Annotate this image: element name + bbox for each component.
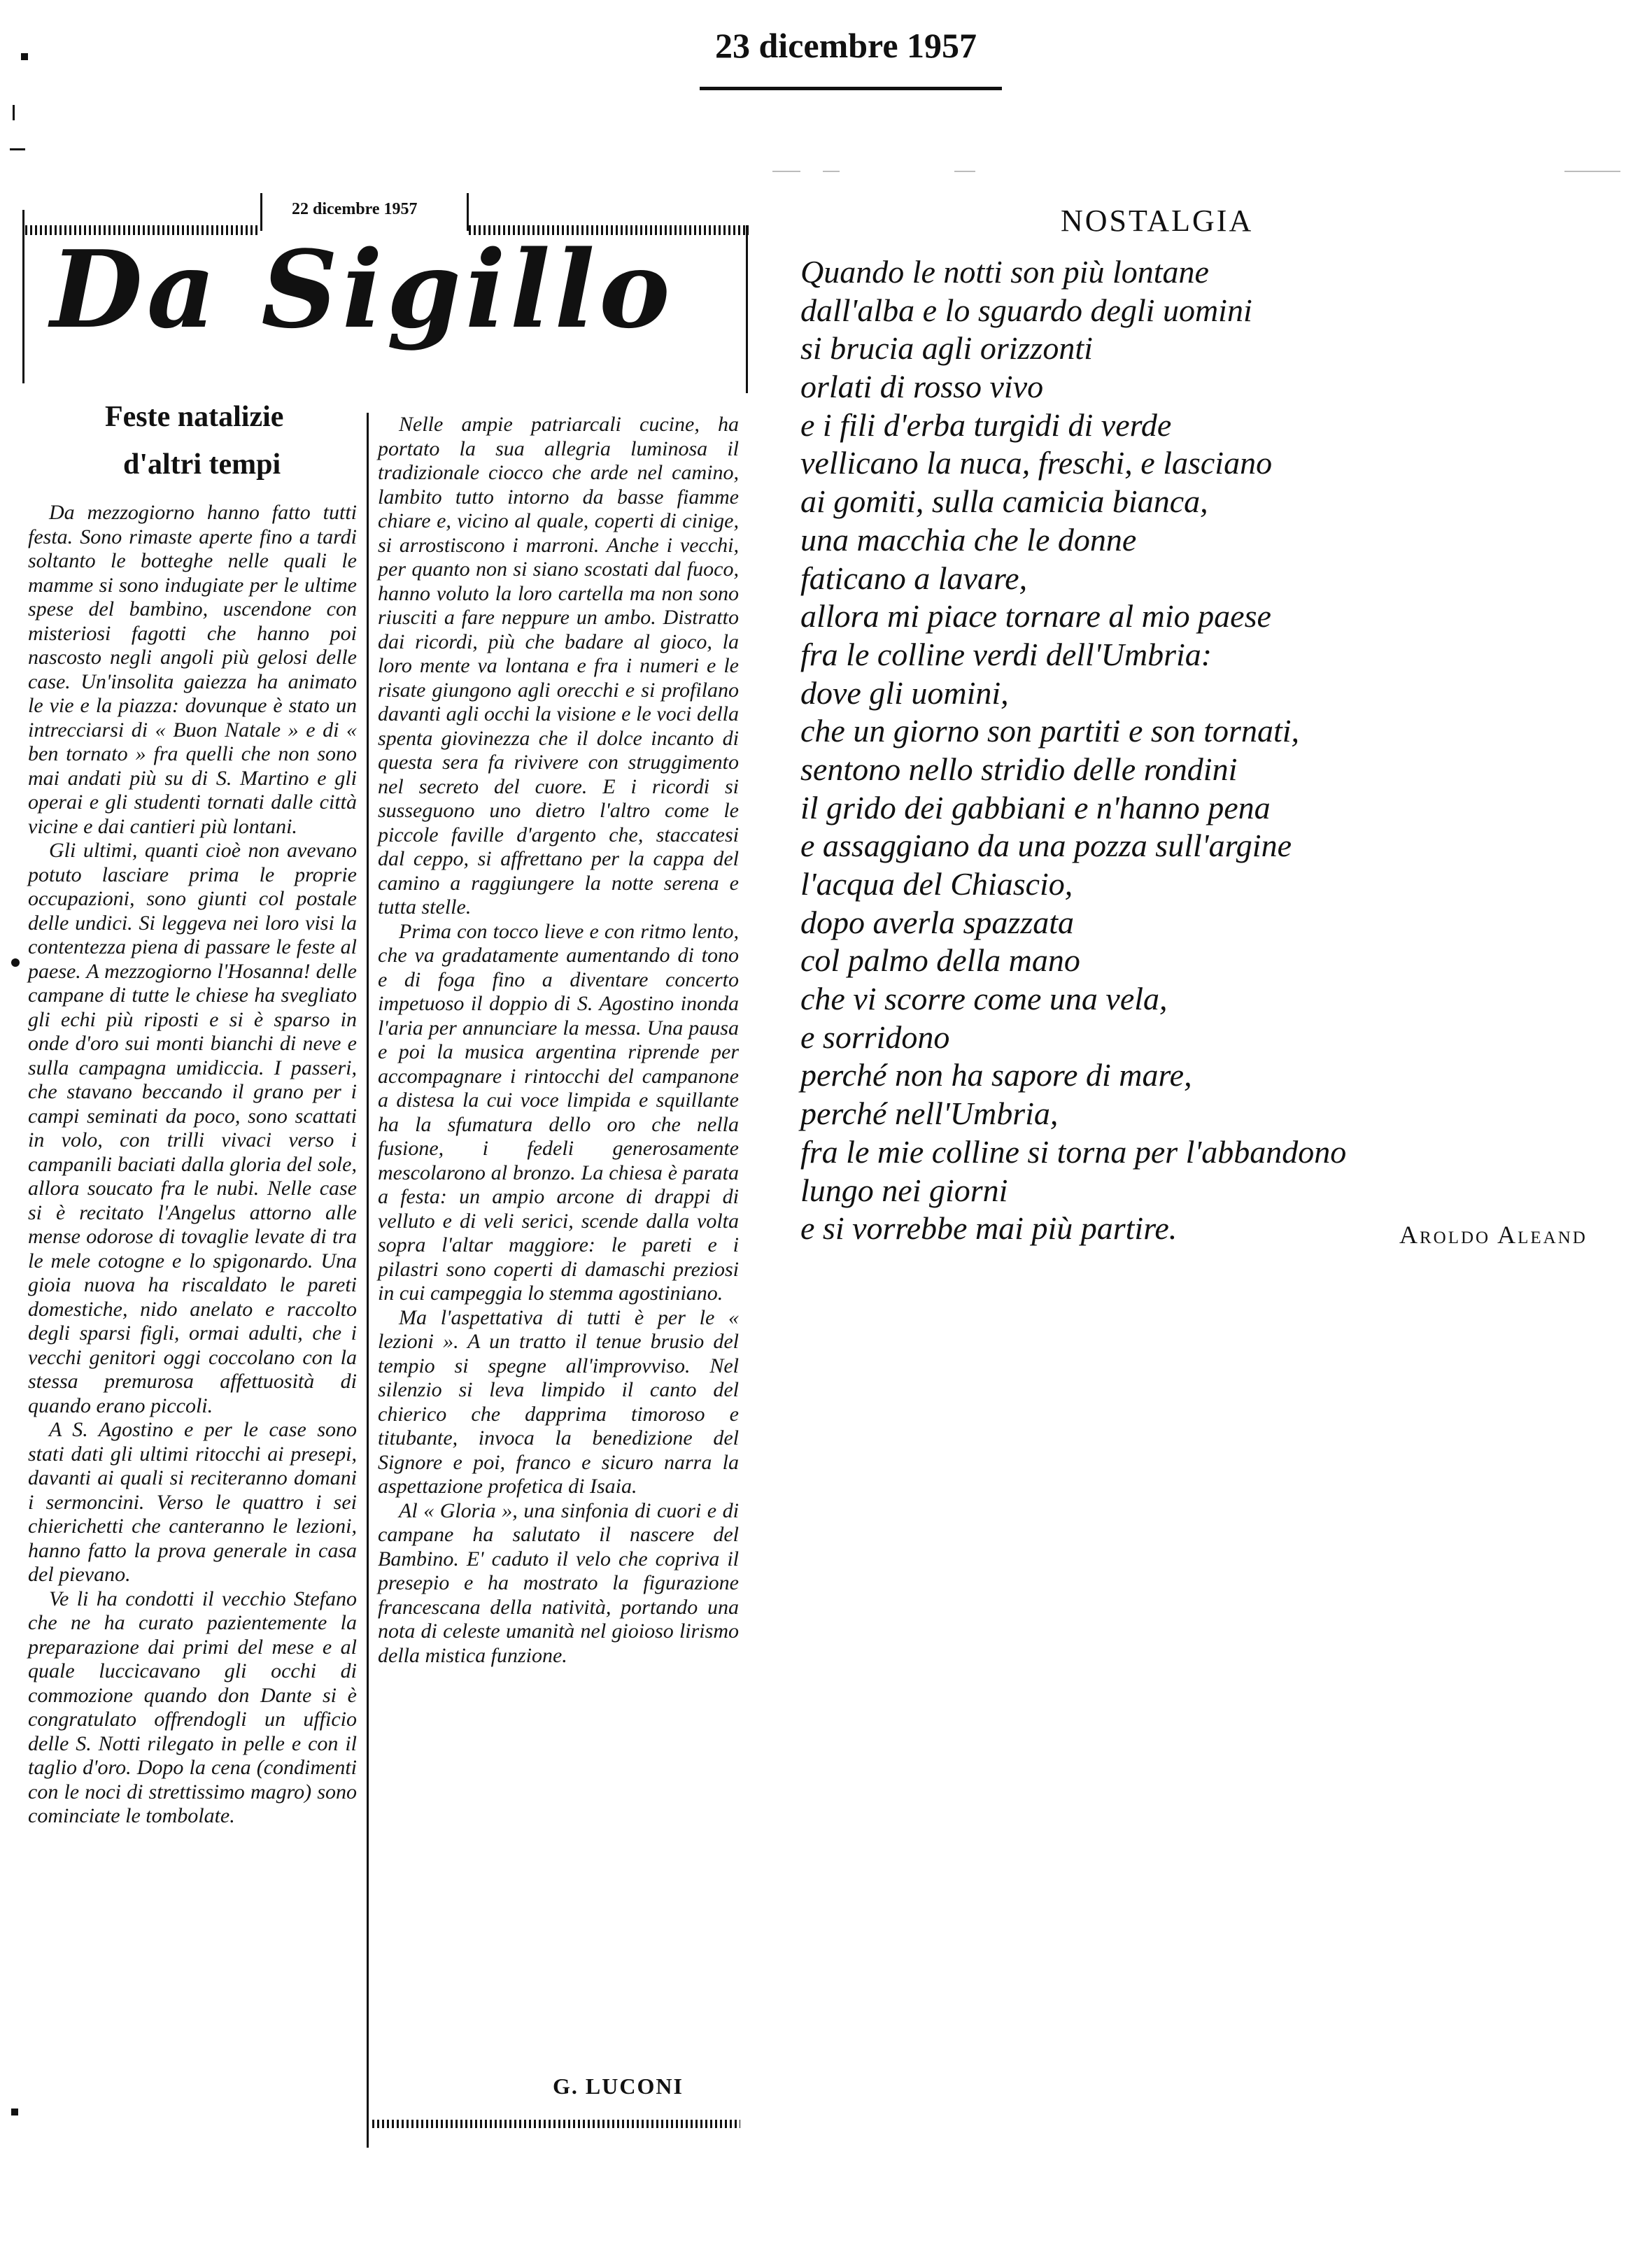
paragraph: Al « Gloria », una sinfonia di cuori e di campane ha salutato il nascere del Bambino. E' caduto il velo che copriva il presepio e ha mostrato la figurazione francescana della natività, portando una nota di celeste umanità nel gioioso lirismo della mistica funzione. (378, 1498, 739, 1667)
paragraph: Ma l'aspettativa di tutti è per le « lezioni ». A un tratto il tenue brusio del tempio si spegne all'improvviso. Nel silenzio si leva limpido il canto del chierico che dapprima timoroso e titubante, invoca la benedizione del Signore e poi, franco e sicuro narra la aspettazione profetica di Isaia. (378, 1305, 739, 1498)
article-column-2 (378, 413, 739, 1668)
poem-line: e sorridono (800, 1019, 950, 1055)
poem-line: faticano a lavare, (800, 560, 1028, 596)
poem-line: perché nell'Umbria, (800, 1096, 1059, 1132)
poem-line: e si vorrebbe mai più partire. (800, 1210, 1178, 1247)
poem-line: ai gomiti, sulla camicia bianca, (800, 483, 1208, 520)
margin-mark (21, 53, 28, 60)
poem-line: lungo nei giorni (800, 1172, 1008, 1208)
header-underline (700, 87, 1002, 90)
margin-mark (13, 105, 15, 120)
frame-left-rule (22, 210, 24, 383)
paragraph: Gli ultimi, quanti cioè non avevano potuto lasciare prima le proprie occupazioni, sono giunti col postale delle undici. Si leggeva nei loro visi la contentezza piena di passare le feste al paese. A mezzogiorno l'Hosanna! delle campane di tutte le chiese ha svegliato gli echi più riposti e si è sparso in onde d'oro sui monti bianchi di neve e sulla campagna umidiccia. I passeri, che stavano beccando il grano per i campi seminati da poco, sono scattati in volo, con trilli vivaci verso i campanili baciati dalla gloria del sole, allora soucato fra le nubi. Nelle case si è recitato l'Angelus attorno alle mense odorose di tovaglie levate di tra le mele cotogne e lo spigonardo. Una gioia nuova ha riscaldato le pareti domestiche, nido anelato e raccolto degli sparsi figli, ormai adulti, che i vecchi genitori oggi coccolano con la stessa premurosa affettuosità di quando erano piccoli. (28, 839, 357, 1417)
page-date: 23 dicembre 1957 (715, 26, 977, 65)
paragraph: A S. Agostino e per le case sono stati dati gli ultimi ritocchi ai presepi, davanti ai quali si reciteranno domani i sermoncini. Verso le quattro i sei chierichetti che canteranno le lezioni, hanno fatto la prova generale in casa del pievano. (28, 1418, 357, 1586)
poem-line: si brucia agli orizzonti (800, 330, 1093, 367)
poem-line: dove gli uomini, (800, 674, 1009, 711)
poem-line: il grido dei gabbiani e n'hanno pena (800, 789, 1271, 825)
poem-line: fra le mie colline si torna per l'abbandono (800, 1133, 1347, 1170)
paragraph: Ve li ha condotti il vecchio Stefano che ne ha curato pazientemente la preparazione dai primi del mese e al quale luccicavano gli occhi di commozione quando don Dante si è congratulato offrendogli un ufficio delle S. Notti rilegato in pelle e con il taglio d'oro. Dopo la cena (condimenti con le noci di strettissimo magro) sono cominciate le tombolate. (28, 1587, 357, 1827)
poem-line: l'acqua del Chiascio, (800, 866, 1073, 902)
poem-line: Quando le notti son più lontane (800, 254, 1209, 290)
poem-title: NOSTALGIA (1061, 204, 1254, 238)
scan-line (823, 171, 840, 172)
margin-mark (11, 2108, 18, 2115)
poem-line: che vi scorre come una vela, (800, 981, 1168, 1017)
poem-line: allora mi piace tornare al mio paese (800, 598, 1271, 635)
margin-mark (10, 148, 25, 150)
scan-line (1564, 171, 1620, 172)
poem-line: e assaggiano da una pozza sull'argine (800, 828, 1292, 864)
poem-line: e i fili d'erba turgidi di verde (800, 406, 1172, 443)
poem-line: fra le colline verdi dell'Umbria: (800, 636, 1213, 672)
hatched-rule-bottom (372, 2120, 740, 2128)
poem-line: sentono nello stridio delle rondini (800, 751, 1238, 787)
poem-line: vellicano la nuca, freschi, e lasciano (800, 445, 1273, 481)
poem-line: una macchia che le donne (800, 521, 1137, 558)
scan-line (954, 171, 975, 172)
poem-line: dopo averla spazzata (800, 904, 1074, 940)
poem-line: dall'alba e lo sguardo degli uomini (800, 292, 1252, 328)
column-divider (367, 413, 369, 2148)
poem-line: orlati di rosso vivo (800, 369, 1044, 405)
article-column-1 (28, 501, 357, 1829)
article-subtitle: Feste natalizie (105, 401, 284, 433)
paragraph: Prima con tocco lieve e con ritmo lento, che va gradatamente aumentando di tono e di foga fino a diventare concerto impetuoso il doppio di S. Agostino inonda l'aria per annunciare la messa. Una pausa e poi la musica argentina riprende per accompagnare i rintocchi del campanone a distesa la cui voce limpida e squillante ha la sfumatura dello oro che nella fusione, i fedeli generosamente mescolarono al bronzo. La chiesa è parata a festa: un ampio arcone di drappi di velluto e di veli serici, scende dalla volta sopra l'altar maggiore: le pareti e i pilastri sono coperti di damaschi preziosi in cui campeggia lo stemma agostiniano. (378, 919, 739, 1305)
poem-line: che un giorno son partiti e son tornati, (800, 713, 1299, 749)
frame-right-rule (746, 225, 748, 393)
paragraph: Nelle ampie patriarcali cucine, ha portato la sua allegria luminosa il tradizionale ciocco che arde nel camino, lambito tutto intorno da basse fiamme chiare e, vicino al quale, coperti di cinige, si arrostiscono i marroni. Anche i vecchi, per quanto non si siano scostati dal fuoco, hanno voluto la loro cartella ma non sono riusciti a fare neppure un ambo. Distratto dai ricordi, più che badare al gioco, la loro mente va lontana e fra i numeri e le risate giungono agli orecchi e si profilano davanti agli occhi la visione e le voci della spenta giovinezza che il dolce incanto di questa sera fa rivivere con struggimento nel secreto del cuore. E i ricordi si susseguono uno dietro l'altro come le piccole faville d'argento che, staccatesi dal ceppo, si affrettano per la cappa del camino a raggiungere la notte serena e tutta stelle. (378, 413, 739, 919)
headline: Da Sigillo (50, 227, 674, 352)
poem-author: Aroldo Aleand (1399, 1221, 1588, 1249)
poem-body (800, 253, 1346, 1248)
scan-line (772, 171, 800, 172)
margin-mark (11, 958, 20, 967)
article-signature: G. LUCONI (553, 2074, 684, 2099)
poem-line: col palmo della mano (800, 942, 1080, 979)
clipping-date: 22 dicembre 1957 (260, 193, 469, 231)
poem-line: perché non ha sapore di mare, (800, 1057, 1192, 1093)
article-subtitle-2: d'altri tempi (123, 448, 281, 481)
paragraph: Da mezzogiorno hanno fatto tutti festa. Sono rimaste aperte fino a tardi soltanto le botteghe nelle quali le mamme si sono indugiate per le ultime spese del bambino, uscendone con misteriosi fagotti che hanno poi nascosto negli angoli più gelosi delle case. Un'insolita gaiezza ha animato le vie e la piazza: dovunque è stato un intrecciarsi di « Buon Natale » e di « ben tornato » fra quelli che non sono mai andati più su di S. Martino e gli operai e gli studenti tornati dalle città vicine e dai cantieri più lontani. (28, 501, 357, 838)
